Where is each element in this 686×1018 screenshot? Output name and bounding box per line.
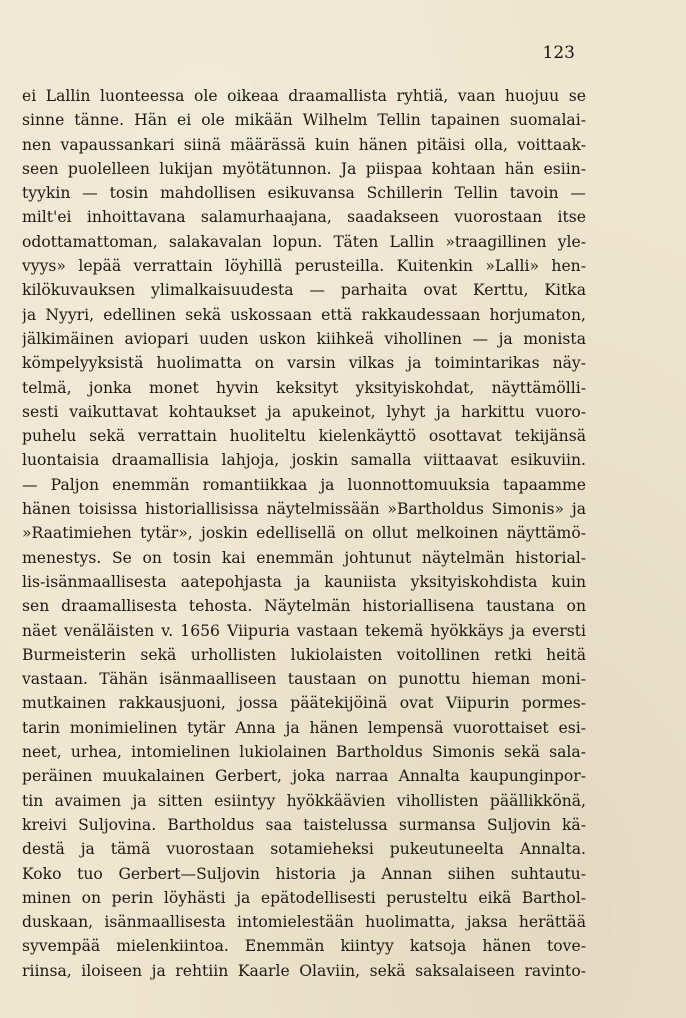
text-line: telmä, jonka monet hyvin keksityt yksityiskohdat, näyttämölli-: [22, 378, 586, 397]
text-line: sesti vaikuttavat kohtaukset ja apukeinot, lyhyt ja harkittu vuoro-: [22, 402, 586, 421]
text-line: — Paljon enemmän romantiikkaa ja luonnottomuuksia tapaamme: [22, 475, 586, 494]
text-line: milt'ei inhoittavana salamurhaajana, saadakseen vuorostaan itse: [22, 208, 586, 227]
text-line: vastaan. Tähän isänmaalliseen taustaan on punottu hieman moni-: [22, 670, 586, 689]
text-line: syvempää mielenkiintoa. Enemmän kiintyy katsoja hänen tove-: [22, 937, 586, 956]
text-line: peräinen muukalainen Gerbert, joka narraa Annalta kaupunginpor-: [22, 767, 586, 786]
text-line: ei Lallin luonteessa ole oikeaa draamallista ryhtiä, vaan huojuu se: [22, 87, 586, 105]
text-line: riinsa, iloiseen ja rehtiin Kaarle Olaviin, sekä saksalaiseen ravinto-: [22, 961, 586, 980]
body-text: [22, 84, 586, 983]
text-line: sen draamallisesta tehosta. Näytelmän historiallisena taustana on: [22, 597, 586, 616]
text-line: lis-isänmaallisesta aatepohjasta ja kauniista yksityiskohdista kuin: [22, 572, 586, 591]
text-line: menestys. Se on tosin kai enemmän johtunut näytelmän historial-: [22, 548, 586, 567]
text-line: kilökuvauksen ylimalkaisuudesta — parhaita ovat Kerttu, Kitka: [22, 281, 586, 300]
text-line: kreivi Suljovina. Bartholdus saa taistelussa surmansa Suljovin kä-: [22, 815, 586, 834]
text-line: sinne tänne. Hän ei ole mikään Wilhelm Tellin tapainen suomalai-: [22, 111, 586, 130]
text-line: duskaan, isänmaallisesta intomielestään huolimatta, jaksa herättää: [22, 913, 586, 932]
text-line: luontaisia draamallisia lahjoja, joskin samalla viittaavat esikuviin.: [22, 451, 586, 470]
text-line: hänen toisissa historiallisissa näytelmissään »Bartholdus Simonis» ja: [22, 500, 586, 519]
text-line: nen vapaussankari siinä määrässä kuin hänen pitäisi olla, voittaak-: [22, 135, 586, 154]
text-line: minen on perin löyhästi ja epätodellisesti perusteltu eikä Barthol-: [22, 888, 586, 907]
text-line: tin avaimen ja sitten esiintyy hyökkäävien vihollisten päällikkönä,: [22, 791, 586, 810]
text-line: neet, urhea, intomielinen lukiolainen Bartholdus Simonis sekä sala-: [22, 743, 586, 762]
text-line: Koko tuo Gerbert—Suljovin historia ja Annan siihen suhtautu-: [22, 864, 586, 883]
page-number: 123: [542, 43, 575, 63]
text-line: tarin monimielinen tytär Anna ja hänen lempensä vuorottaiset esi-: [22, 718, 586, 737]
text-line: mutkainen rakkausjuoni, jossa päätekijöinä ovat Viipurin pormes-: [22, 694, 586, 713]
text-line: Burmeisterin sekä urhollisten lukiolaisten voitollinen retki heitä: [22, 645, 586, 664]
text-line: jälkimäinen aviopari uuden uskon kiihkeä vihollinen — ja monista: [22, 329, 586, 348]
text-line: odottamattoman, salakavalan lopun. Täten Lallin »traagillinen yle-: [22, 232, 586, 251]
text-line: seen puolelleen lukijan myötätunnon. Ja piispaa kohtaan hän esiin-: [22, 159, 586, 178]
text-line: puhelu sekä verrattain huoliteltu kielenkäyttö osottavat tekijänsä: [22, 427, 586, 446]
text-line: destä ja tämä vuorostaan sotamieheksi pukeutuneelta Annalta.: [22, 840, 586, 859]
text-line: ja Nyyri, edellinen sekä uskossaan että rakkaudessaan horjumaton,: [22, 305, 586, 324]
text-line: tyykin — tosin mahdollisen esikuvansa Schillerin Tellin tavoin —: [22, 184, 586, 203]
text-line: näet venäläisten v. 1656 Viipuria vastaan tekemä hyökkäys ja eversti: [22, 621, 586, 640]
text-line: »Raatimiehen tytär», joskin edellisellä on ollut melkoinen näyttämö-: [22, 524, 586, 543]
text-line: kömpelyyksistä huolimatta on varsin vilkas ja toimintarikas näy-: [22, 354, 586, 373]
text-line: vyys» lepää verrattain löyhillä perusteilla. Kuitenkin »Lalli» hen-: [22, 257, 586, 276]
